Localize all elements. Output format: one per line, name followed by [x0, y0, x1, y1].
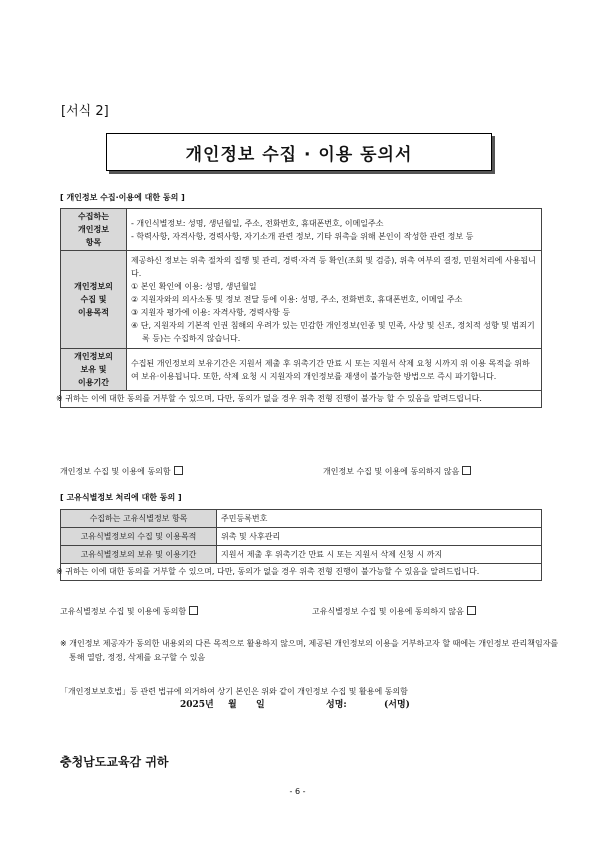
- table-row: [61, 349, 542, 391]
- section1-notice: ※ 귀하는 이에 대한 동의를 거부할 수 있으며, 다만, 동의가 없을 경우 위촉 전형 진행이 불가능 할 수 있음을 알려드립니다.: [61, 391, 542, 408]
- section1-agree-option[interactable]: 개인정보 수집 및 이용에 동의함: [60, 466, 183, 477]
- section1-disagree-option[interactable]: 개인정보 수집 및 이용에 동의하지 않음: [323, 466, 471, 477]
- page-number: - 6 -: [289, 787, 306, 796]
- row-value-period: 수집된 개인정보의 보유기간은 지원서 제출 후 위촉기간 만료 시 또는 지원서 삭제 요청 시까지 위 이용 목적을 위하여 보유·이용됩니다. 또한, 삭제 요청 시 지원자의 개인정보를 재생이 불가능한 방법으로 즉시 파기합니다.: [127, 349, 542, 391]
- signature-sign: (서명): [384, 700, 410, 710]
- table-row: [61, 209, 542, 251]
- table-row: [61, 251, 542, 349]
- section1-heading: [ 개인정보 수집·이용에 대한 동의 ]: [60, 193, 185, 202]
- table-row: [61, 546, 542, 564]
- form-number: [서식 2]: [61, 104, 109, 119]
- addressee: 충청남도교육감 귀하: [60, 755, 169, 769]
- row-label: 고유식별정보의 보유 및 이용기간: [61, 546, 217, 564]
- signature-day: 일: [256, 700, 265, 710]
- section2-disagree-option[interactable]: 고유식별정보 수집 및 이용에 동의하지 않음: [312, 606, 476, 617]
- signature-name-label: 성명:: [326, 700, 347, 710]
- section2-table: [56, 509, 542, 581]
- signature-year: 2025년: [180, 700, 214, 710]
- row-label-purpose: 개인정보의 수집 및 이용목적: [61, 251, 127, 349]
- law-statement: 「개인정보보호법」등 관련 법규에 의거하여 상기 본인은 위와 같이 개인정보 수집 및 활용에 동의함: [60, 687, 408, 696]
- row-value: 위촉 및 사후관리: [217, 528, 542, 546]
- agree-checkbox[interactable]: [174, 466, 183, 475]
- table-row: [61, 528, 542, 546]
- row-value: 주민등록번호: [217, 510, 542, 528]
- row-label-period: 개인정보의 보유 및 이용기간: [61, 349, 127, 391]
- row-label: 고유식별정보의 수집 및 이용목적: [61, 528, 217, 546]
- disagree-checkbox[interactable]: [467, 606, 476, 615]
- table-row: [61, 510, 542, 528]
- signature-month: 월: [228, 700, 237, 710]
- section2-heading: [ 고유식별정보 처리에 대한 동의 ]: [60, 493, 182, 502]
- row-label-items: 수집하는 개인정보 항목: [61, 209, 127, 251]
- table-row: [61, 564, 542, 581]
- row-value-items: - 개인식별정보: 성명, 생년월일, 주소, 전화번호, 휴대폰번호, 이메일주소 - 학력사항, 자격사항, 경력사항, 자기소개 관련 정보, 기타 위촉을 위해 본인이 작성한 관련 정보 등: [127, 209, 542, 251]
- disagree-checkbox[interactable]: [462, 466, 471, 475]
- row-value-purpose: 제공하신 정보는 위촉 절차의 집행 및 관리, 경력·자격 등 확인(조회 및 검증), 위촉 여부의 결정, 민원처리에 사용됩니다. ① 본인 확인에 이용: 성명, 생년월일 ② 지원자와의 의사소통 및 정보 전달 등에 이용: 성명, 주소, 전화번호, 휴대폰번호, 이메일 주소 ③ 지원자 평가에 이용: 자격사항, 경력사항 등 ④ 단, 지원자의 기본적 인권 침해의 우려가 있는 민감한 개인정보(인종 및 민족, 사상 및 신조, 정치적 성향 및 범죄기록 등)는 수집하지 않습니다.: [127, 251, 542, 349]
- row-label: 수집하는 고유식별정보 항목: [61, 510, 217, 528]
- section1-table: [56, 208, 542, 408]
- row-value: 지원서 제출 후 위촉기간 만료 시 또는 지원서 삭제 신청 시 까지: [217, 546, 542, 564]
- section2-notice: ※ 귀하는 이에 대한 동의를 거부할 수 있으며, 다만, 동의가 없을 경우 위촉 전형 진행이 불가능할 수 있음을 알려드립니다.: [61, 564, 542, 581]
- document-title: 개인정보 수집 · 이용 동의서: [106, 133, 492, 171]
- section2-agree-option[interactable]: 고유식별정보 수집 및 이용에 동의함: [60, 606, 198, 617]
- agree-checkbox[interactable]: [189, 606, 198, 615]
- footnote: ※ 개인정보 제공자가 동의한 내용외의 다른 목적으로 활용하지 않으며, 제공된 개인정보의 이용을 거부하고자 할 때에는 개인정보 관리책임자를 통해 열람, 정정, 삭제를 요구할 수 있음: [60, 639, 559, 662]
- table-row: [61, 391, 542, 408]
